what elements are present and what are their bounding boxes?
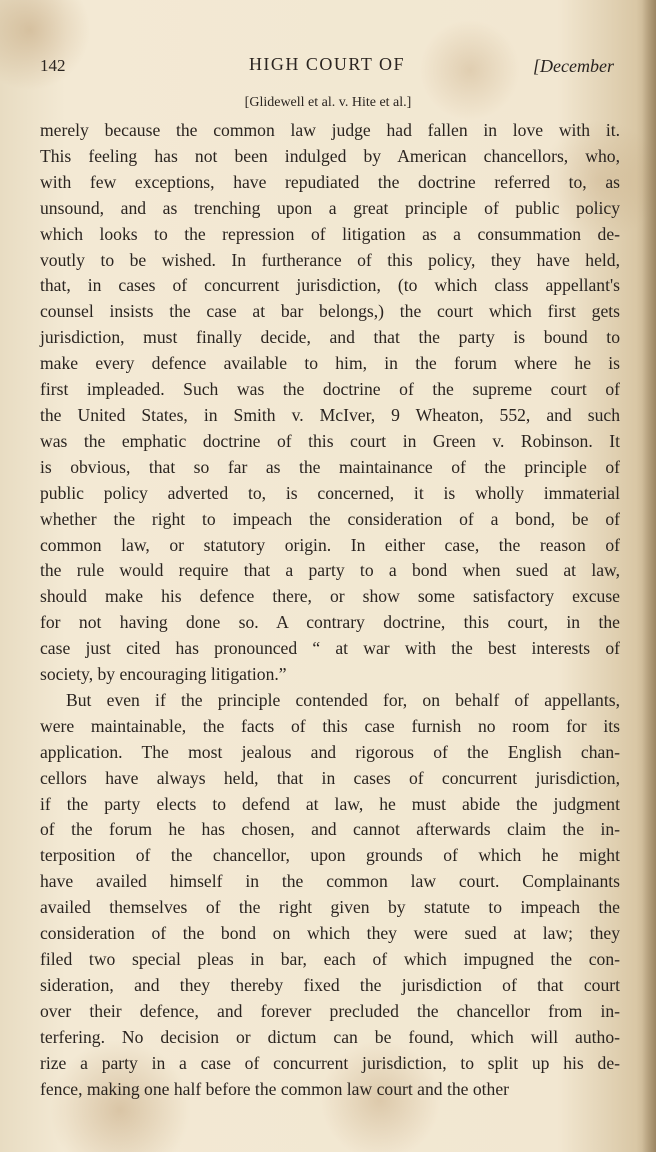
text-line: public policy adverted to, is concerned, it is wholly immaterial: [40, 482, 620, 503]
text-line: were maintainable, the facts of this case furnish no room for its: [40, 715, 620, 736]
text-line: common law, or statutory origin. In either case, the reason of: [40, 534, 620, 555]
page-edge-shadow: [642, 0, 656, 1152]
text-line: jurisdiction, must finally decide, and that the party is bound to: [40, 327, 620, 348]
text-line: whether the right to impeach the consideration of a bond, be of: [40, 508, 620, 529]
text-line: society, by encouraging litigation.”: [40, 664, 287, 685]
text-line: voutly to be wished. In furtherance of this policy, they have held,: [40, 249, 620, 270]
text-line: rize a party in a case of concurrent jurisdiction, to split up his de-: [40, 1052, 620, 1073]
text-line: of the forum he has chosen, and cannot afterwards claim the in-: [40, 819, 620, 840]
text-line: application. The most jealous and rigorous of the English chan-: [40, 741, 620, 762]
text-line: merely because the common law judge had fallen in love with it.: [40, 120, 620, 140]
text-line: terfering. No decision or dictum can be found, which will autho-: [40, 1026, 620, 1047]
text-line: cellors have always held, that in cases of concurrent jurisdiction,: [40, 767, 620, 788]
text-line: with few exceptions, have repudiated the doctrine referred to, as: [40, 171, 620, 192]
text-line: availed themselves of the right given by statute to impeach the: [40, 897, 620, 918]
text-line: first impleaded. Such was the doctrine of the supreme court of: [40, 379, 620, 400]
text-line: But even if the principle contended for, on behalf of appellants,: [66, 689, 620, 710]
text-line: that, in cases of concurrent jurisdiction, (to which class appellant's: [40, 275, 620, 296]
text-line: is obvious, that so far as the maintainance of the principle of: [40, 456, 620, 477]
text-line: consideration of the bond on which they were sued at law; they: [40, 923, 620, 944]
text-line: counsel insists the case at bar belongs,) the court which first gets: [40, 301, 620, 322]
paragraph: [40, 118, 620, 688]
text-line: for not having done so. A contrary doctrine, this court, in the: [40, 612, 620, 633]
text-line: make every defence available to him, in the forum where he is: [40, 353, 620, 374]
page-header: [40, 52, 614, 82]
text-line: which looks to the repression of litigation as a consummation de-: [40, 223, 620, 244]
running-head: HIGH COURT OF: [248, 54, 406, 74]
text-line: filed two special pleas in bar, each of which impugned the con-: [40, 949, 620, 969]
body-text: [40, 118, 620, 1102]
running-head-month: [December: [533, 56, 614, 76]
text-line: case just cited has pronounced “ at war with the best interests of: [40, 638, 620, 659]
text-line: was the emphatic doctrine of this court in Green v. Robinson. It: [40, 430, 620, 451]
text-line: terposition of the chancellor, upon grounds of which he might: [40, 845, 620, 866]
text-line: over their defence, and forever precluded the chancellor from in-: [40, 1000, 620, 1021]
text-line: if the party elects to defend at law, he must abide the judgment: [40, 793, 620, 814]
text-line: sideration, and they thereby fixed the jurisdiction of that court: [40, 974, 620, 995]
text-line: unsound, and as trenching upon a great principle of public policy: [40, 197, 620, 218]
text-line: This feeling has not been indulged by American chancellors, who,: [40, 145, 620, 166]
page-number: 142: [40, 56, 66, 75]
paragraph: [40, 688, 620, 1103]
text-line: fence, making one half before the common law court and the other: [40, 1078, 509, 1099]
text-line: the United States, in Smith v. McIver, 9 Wheaton, 552, and such: [40, 404, 620, 425]
text-line: have availed himself in the common law court. Complainants: [40, 871, 620, 892]
text-line: the rule would require that a party to a bond when sued at law,: [40, 560, 620, 581]
text-line: should make his defence there, or show some satisfactory excuse: [40, 586, 620, 607]
case-reference: [Glidewell et al. v. Hite et al.]: [244, 95, 412, 110]
